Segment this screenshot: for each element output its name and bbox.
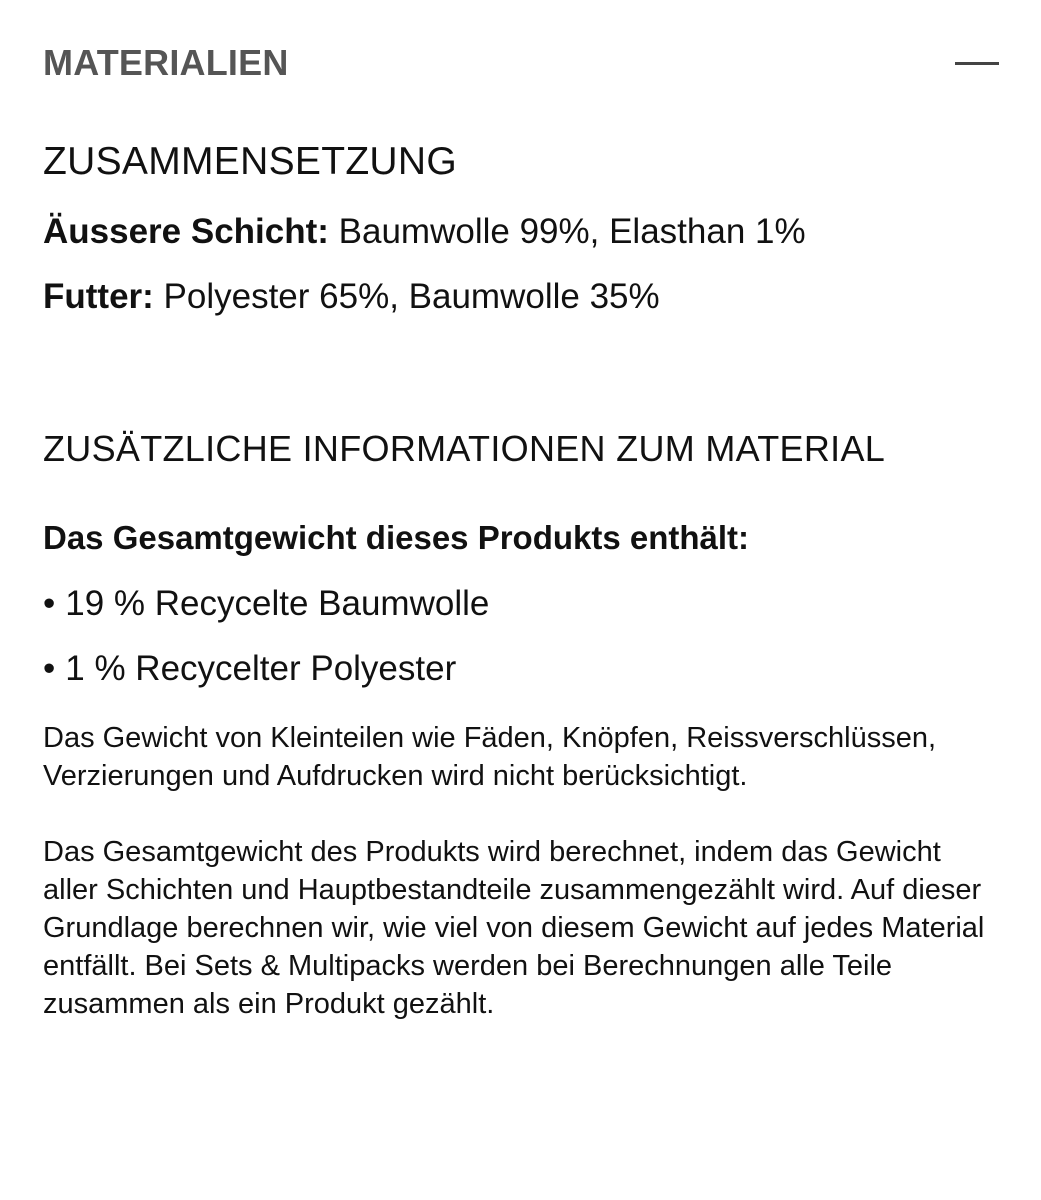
composition-value: Polyester 65%, Baumwolle 35% [153, 277, 660, 316]
list-item-text: 19 % Recycelte Baumwolle [65, 584, 490, 623]
composition-lining [43, 275, 999, 319]
composition-value: Baumwolle 99%, Elasthan 1% [328, 212, 806, 251]
list-item [43, 647, 999, 691]
composition-label: Futter: [43, 277, 154, 316]
accordion-title: MATERIALIEN [43, 42, 289, 83]
recycled-list [43, 582, 999, 691]
composition-outer-layer [43, 210, 999, 254]
list-item-text: 1 % Recycelter Polyester [65, 649, 457, 688]
bullet-icon: • [43, 649, 56, 688]
minus-icon[interactable] [955, 62, 999, 65]
bullet-icon: • [43, 584, 56, 623]
list-item [43, 582, 999, 626]
weight-heading: Das Gesamtgewicht dieses Produkts enthält: [43, 519, 750, 556]
materials-accordion-header[interactable] [43, 38, 999, 90]
weight-calculation-note: Das Gesamtgewicht des Produkts wird berechnet, indem das Gewicht aller Schichten und Hauptbestandteile zusammengezählt wird. Auf dieser Grundlage berechnen wir, wie viel von diesem Gewicht auf jedes Material entfällt. Bei Sets & Multipacks werden bei Berechnungen alle Teile zusammen als ein Produkt gezählt. [43, 836, 985, 1020]
materials-content [43, 138, 999, 1023]
composition-heading: ZUSAMMENSETZUNG [43, 140, 457, 183]
composition-label: Äussere Schicht: [43, 212, 329, 251]
additional-info-heading: ZUSÄTZLICHE INFORMATIONEN ZUM MATERIAL [43, 428, 886, 469]
small-parts-note: Das Gewicht von Kleinteilen wie Fäden, Knöpfen, Reissverschlüssen, Verzierungen und Aufdrucken wird nicht berücksichtigt. [43, 722, 937, 792]
